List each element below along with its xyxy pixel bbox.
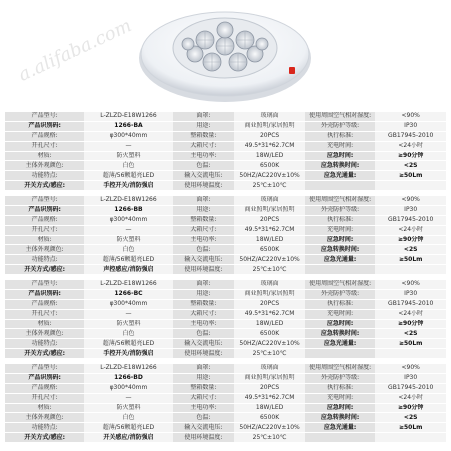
label-ip: 外壳防护等级: [305,373,376,383]
label-surface: 面罩: [173,280,235,289]
value-switch-time: <2S [375,245,446,255]
label-standard: 执行标准: [305,299,376,309]
value-env-temp: 25℃±10℃ [234,349,305,359]
label-switch-mode: 开关方式/感应: [5,433,84,443]
label-model: 产品型号: [5,196,84,205]
label-spec-no: 产品识别码: [5,289,84,299]
table-row [5,235,446,245]
value-standard: GB17945-2010 [375,299,446,309]
value-input-voltage: 50HZ/AC220V±10% [234,339,305,349]
value-pack-qty: 20PCS [234,215,305,225]
label-color: 主体外观颜色: [5,161,84,171]
value-emergency-time: ≥90分钟 [375,151,446,161]
label-light-source: 功能特点: [5,255,84,265]
label-cct: 色温: [173,245,235,255]
value-emergency-flux: ≥50Lm [375,423,446,433]
table-row [5,280,446,289]
value-spec-no: 1266-BB [84,205,172,215]
label-box-size: 大箱尺寸: [173,225,235,235]
label-switch-mode: 开关方式/感应: [5,181,84,191]
label-material: 材质: [5,403,84,413]
value-cutout: — [84,309,172,319]
label-env-temp: 使用环境温度: [173,433,235,443]
value-pack-qty: 20PCS [234,131,305,141]
value-humidity: <90% [375,280,446,289]
label-pack-qty: 整箱数量: [173,131,235,141]
spec-table-4 [5,364,446,443]
label-charge-time: 充电时间: [305,309,376,319]
label-humidity: 使用周围空气相对湿度: [305,196,376,205]
value-spec-no: 1266-BA [84,121,172,131]
value-box-size: 49.5*31*62.7CM [234,225,305,235]
label-emergency-flux: 应急光通量: [305,255,376,265]
value-humidity: <90% [375,364,446,373]
label-surface: 面罩: [173,364,235,373]
ceiling-light-icon [0,0,451,108]
value-humidity: <90% [375,196,446,205]
label-light-source: 功能特点: [5,339,84,349]
spec-table-1 [5,112,446,191]
label-light-source: 功能特点: [5,171,84,181]
table-row [5,373,446,383]
value-pack-qty: 20PCS [234,383,305,393]
label-power: 主电功率: [173,403,235,413]
value-usage: 商业照明/家居照明 [234,289,305,299]
label-switch-time: 应急转换时间: [305,245,376,255]
label-ip: 外壳防护等级: [305,205,376,215]
label-spec-no: 产品识别码: [5,373,84,383]
label-switch-mode: 开关方式/感应: [5,265,84,275]
value-spec-no: 1266-BD [84,373,172,383]
value-size: φ300*40mm [84,215,172,225]
value-light-source: 超薄/56颗超亮LED [84,255,172,265]
label-material: 材质: [5,235,84,245]
value-power: 18W/LED [234,235,305,245]
value-env-temp: 25℃±10℃ [234,181,305,191]
table-row [5,329,446,339]
product-image [0,0,451,108]
label-cutout: 开孔尺寸: [5,225,84,235]
value-box-size: 49.5*31*62.7CM [234,393,305,403]
value-usage: 商业照明/家居照明 [234,205,305,215]
value-size: φ300*40mm [84,131,172,141]
label-size: 产品规格: [5,299,84,309]
empty-cell [305,349,376,359]
label-switch-time: 应急转换时间: [305,413,376,423]
value-input-voltage: 50HZ/AC220V±10% [234,171,305,181]
table-row [5,349,446,359]
value-material: 防火塑料 [84,403,172,413]
table-row [5,364,446,373]
label-cct: 色温: [173,329,235,339]
value-model: L-ZLZD-E18W1266 [84,112,172,121]
value-surface: 玻璃面 [234,196,305,205]
value-model: L-ZLZD-E18W1266 [84,280,172,289]
value-standard: GB17945-2010 [375,131,446,141]
label-emergency-time: 应急时间: [305,235,376,245]
label-env-temp: 使用环境温度: [173,265,235,275]
table-row [5,319,446,329]
value-model: L-ZLZD-E18W1266 [84,196,172,205]
label-cutout: 开孔尺寸: [5,393,84,403]
table-row [5,205,446,215]
value-box-size: 49.5*31*62.7CM [234,309,305,319]
table-row [5,265,446,275]
value-cct: 6500K [234,245,305,255]
indicator-light [289,67,295,74]
table-row [5,413,446,423]
value-material: 防火塑料 [84,151,172,161]
value-pack-qty: 20PCS [234,299,305,309]
label-box-size: 大箱尺寸: [173,309,235,319]
label-color: 主体外观颜色: [5,245,84,255]
table-row [5,161,446,171]
table-row [5,393,446,403]
label-spec-no: 产品识别码: [5,121,84,131]
spec-table-2 [5,196,446,275]
label-surface: 面罩: [173,112,235,121]
label-env-temp: 使用环境温度: [173,181,235,191]
table-row [5,433,446,443]
label-size: 产品规格: [5,131,84,141]
value-cutout: — [84,225,172,235]
value-cct: 6500K [234,413,305,423]
value-switch-mode: 声控感应/消防强启 [84,265,172,275]
empty-cell [305,265,376,275]
value-input-voltage: 50HZ/AC220V±10% [234,255,305,265]
label-size: 产品规格: [5,383,84,393]
value-color: 白色 [84,245,172,255]
label-surface: 面罩: [173,196,235,205]
table-row [5,383,446,393]
value-switch-time: <2S [375,329,446,339]
value-box-size: 49.5*31*62.7CM [234,141,305,151]
value-material: 防火塑料 [84,235,172,245]
value-switch-mode: 开关感应/消防强启 [84,433,172,443]
value-ip: IP30 [375,205,446,215]
value-humidity: <90% [375,112,446,121]
value-color: 白色 [84,161,172,171]
table-row [5,121,446,131]
value-ip: IP30 [375,121,446,131]
label-input-voltage: 输入交流电压: [173,255,235,265]
table-row [5,423,446,433]
value-emergency-flux: ≥50Lm [375,255,446,265]
label-standard: 执行标准: [305,383,376,393]
label-power: 主电功率: [173,319,235,329]
label-size: 产品规格: [5,215,84,225]
label-cutout: 开孔尺寸: [5,309,84,319]
label-emergency-time: 应急时间: [305,151,376,161]
value-charge-time: <24小时 [375,225,446,235]
label-emergency-flux: 应急光通量: [305,171,376,181]
table-row [5,339,446,349]
label-light-source: 功能特点: [5,423,84,433]
value-emergency-flux: ≥50Lm [375,171,446,181]
value-usage: 商业照明/家居照明 [234,373,305,383]
value-charge-time: <24小时 [375,393,446,403]
watermark: a.alifaba.com [15,15,135,86]
label-box-size: 大箱尺寸: [173,393,235,403]
value-standard: GB17945-2010 [375,383,446,393]
label-emergency-time: 应急时间: [305,319,376,329]
label-usage: 用途: [173,205,235,215]
label-usage: 用途: [173,373,235,383]
table-row [5,289,446,299]
value-env-temp: 25℃±10℃ [234,433,305,443]
table-row [5,255,446,265]
value-charge-time: <24小时 [375,141,446,151]
value-switch-time: <2S [375,161,446,171]
label-model: 产品型号: [5,112,84,121]
value-usage: 商业照明/家居照明 [234,121,305,131]
empty-cell [375,349,446,359]
label-material: 材质: [5,151,84,161]
empty-cell [375,433,446,443]
label-cct: 色温: [173,413,235,423]
label-input-voltage: 输入交流电压: [173,423,235,433]
label-color: 主体外观颜色: [5,413,84,423]
label-pack-qty: 整箱数量: [173,383,235,393]
value-size: φ300*40mm [84,299,172,309]
value-surface: 玻璃面 [234,280,305,289]
table-row [5,225,446,235]
label-humidity: 使用周围空气相对湿度: [305,280,376,289]
value-switch-mode: 手控开关/消防强启 [84,181,172,191]
table-row [5,196,446,205]
label-switch-time: 应急转换时间: [305,329,376,339]
value-emergency-flux: ≥50Lm [375,339,446,349]
value-power: 18W/LED [234,319,305,329]
value-power: 18W/LED [234,151,305,161]
label-charge-time: 充电时间: [305,225,376,235]
value-emergency-time: ≥90分钟 [375,235,446,245]
label-ip: 外壳防护等级: [305,121,376,131]
label-humidity: 使用周围空气相对湿度: [305,112,376,121]
label-usage: 用途: [173,121,235,131]
table-row [5,403,446,413]
value-cct: 6500K [234,161,305,171]
label-standard: 执行标准: [305,215,376,225]
table-row [5,112,446,121]
label-switch-mode: 开关方式/感应: [5,349,84,359]
label-usage: 用途: [173,289,235,299]
table-row [5,141,446,151]
label-charge-time: 充电时间: [305,393,376,403]
label-box-size: 大箱尺寸: [173,141,235,151]
label-model: 产品型号: [5,280,84,289]
label-emergency-time: 应急时间: [305,403,376,413]
value-surface: 玻璃面 [234,112,305,121]
empty-cell [305,433,376,443]
label-emergency-flux: 应急光通量: [305,423,376,433]
value-ip: IP30 [375,289,446,299]
table-row [5,131,446,141]
label-model: 产品型号: [5,364,84,373]
label-power: 主电功率: [173,235,235,245]
value-light-source: 超薄/56颗超亮LED [84,171,172,181]
spec-table-3 [5,280,446,359]
value-env-temp: 25℃±10℃ [234,265,305,275]
label-standard: 执行标准: [305,131,376,141]
label-pack-qty: 整箱数量: [173,215,235,225]
table-row [5,215,446,225]
value-emergency-time: ≥90分钟 [375,319,446,329]
label-power: 主电功率: [173,151,235,161]
value-size: φ300*40mm [84,383,172,393]
value-light-source: 超薄/56颗超亮LED [84,423,172,433]
label-humidity: 使用周围空气相对湿度: [305,364,376,373]
table-row [5,309,446,319]
value-light-source: 超薄/56颗超亮LED [84,339,172,349]
value-cutout: — [84,141,172,151]
value-surface: 玻璃面 [234,364,305,373]
empty-cell [375,181,446,191]
label-spec-no: 产品识别码: [5,205,84,215]
value-spec-no: 1266-BC [84,289,172,299]
label-color: 主体外观颜色: [5,329,84,339]
label-input-voltage: 输入交流电压: [173,339,235,349]
label-pack-qty: 整箱数量: [173,299,235,309]
value-power: 18W/LED [234,403,305,413]
label-input-voltage: 输入交流电压: [173,171,235,181]
empty-cell [305,181,376,191]
value-cct: 6500K [234,329,305,339]
value-emergency-time: ≥90分钟 [375,403,446,413]
label-material: 材质: [5,319,84,329]
label-env-temp: 使用环境温度: [173,349,235,359]
table-row [5,171,446,181]
value-switch-mode: 手控开关/消防强启 [84,349,172,359]
label-cct: 色温: [173,161,235,171]
label-cutout: 开孔尺寸: [5,141,84,151]
label-emergency-flux: 应急光通量: [305,339,376,349]
table-row [5,151,446,161]
table-row [5,181,446,191]
table-row [5,245,446,255]
value-color: 白色 [84,329,172,339]
value-switch-time: <2S [375,413,446,423]
label-switch-time: 应急转换时间: [305,161,376,171]
value-material: 防火塑料 [84,319,172,329]
value-cutout: — [84,393,172,403]
value-ip: IP30 [375,373,446,383]
label-charge-time: 充电时间: [305,141,376,151]
value-color: 白色 [84,413,172,423]
value-model: L-ZLZD-E18W1266 [84,364,172,373]
value-standard: GB17945-2010 [375,215,446,225]
empty-cell [375,265,446,275]
value-charge-time: <24小时 [375,309,446,319]
label-ip: 外壳防护等级: [305,289,376,299]
value-input-voltage: 50HZ/AC220V±10% [234,423,305,433]
table-row [5,299,446,309]
